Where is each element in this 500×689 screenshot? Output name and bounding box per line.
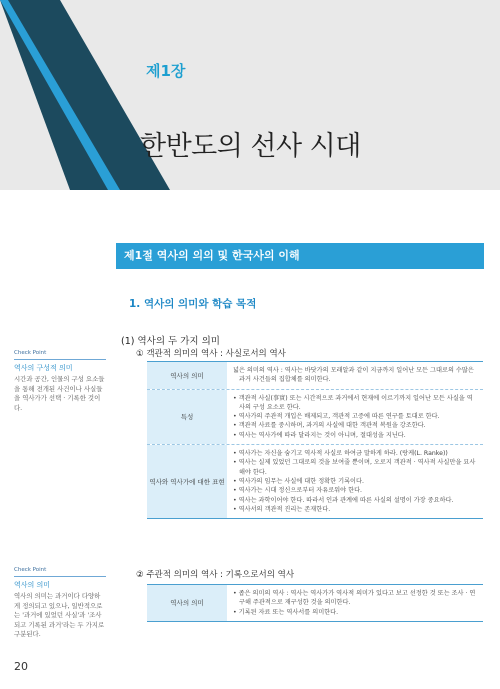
list-item: • 객관적 사실(事實) 또는 시간적으로 과거에서 현재에 이르기까지 일어난 모든 사실을 역사의 구성 요소로 한다. [233, 394, 473, 411]
list-item: 넓은 의미의 역사 : 역사는 바닷가의 모래알과 같이 지금까지 일어난 모든 그대로의 수많은 과거 사건들의 집합체를 의미한다. [233, 367, 474, 384]
table-row [147, 390, 483, 445]
row-label: 특성 [147, 390, 227, 444]
list-item: • 역사가는 시대 정신으로부터 자유로워야 한다. [233, 487, 363, 495]
subjective-table [147, 584, 483, 622]
row-label: 역사와 역사가에 대한 표현 [147, 445, 227, 518]
row-label: 역사의 의미 [147, 585, 227, 621]
section-title: 제1절 역사의 의의 및 한국사의 이해 [116, 243, 484, 269]
list-item: • 기록된 자료 또는 역사서를 의미한다. [233, 608, 339, 616]
list-item: • 역사서의 객관적 진리는 존재한다. [233, 505, 331, 513]
list-item: • 좁은 의미의 역사 : 역사는 역사가가 역사적 의미가 있다고 보고 선정한 것 또는 조사 · 연구해 주관적으로 재구성한 것을 의미한다. [233, 590, 476, 607]
row-label: 역사의 의미 [147, 362, 227, 389]
check-point-box [14, 567, 106, 640]
table-row [147, 445, 483, 518]
chapter-title: 한반도의 선사 시대 [140, 131, 361, 162]
page-number: 20 [14, 660, 28, 673]
chapter-label: 제1장 [146, 62, 186, 80]
check-point-header: Check Point [14, 567, 106, 577]
row-content [227, 362, 483, 389]
row-content [227, 585, 483, 621]
subjective-title: ② 주관적 의미의 역사 : 기록으로서의 역사 [136, 570, 295, 580]
subsection-title: 1. 역사의 의미와 학습 목적 [129, 298, 257, 310]
check-point-header: Check Point [14, 350, 106, 360]
list-item: • 역사는 실제 있었던 그대로의 것을 보여줄 뿐이며, 오로지 객관적 · 역사적 사실만을 묘사해야 한다. [233, 459, 476, 476]
item-title: (1) 역사의 두 가지 의미 [121, 336, 220, 347]
check-point-box [14, 350, 106, 413]
row-content [227, 445, 483, 518]
list-item: • 역사가는 자신을 숨기고 역사적 사실로 하여금 말하게 하라. (랑케(L. Ranke)) [233, 450, 448, 458]
check-point-body: 역사의 의미는 과거이다 다양하게 정의되고 있으나, 일반적으로는 '과거에 있었던 사실'과 '조사되고 기록된 과거'라는 두 가지로 구분된다. [14, 592, 105, 639]
list-item: • 역사가의 임무는 사실에 대한 정확한 기록이다. [233, 477, 364, 485]
check-point-title: 역사의 구성적 의미 [14, 364, 73, 372]
table-row [147, 585, 483, 621]
check-point-title: 역사의 의미 [14, 581, 51, 589]
list-item: • 역사는 과학이어야 한다. 따라서 인과 관계에 따른 사실의 설명이 가장 중요하다. [233, 496, 454, 504]
list-item: • 역사가의 주관적 개입은 배제되고, 객관적 고증에 따른 연구를 토대로 한다. [233, 413, 440, 421]
row-content [227, 390, 483, 444]
objective-table [147, 361, 483, 519]
table-row [147, 362, 483, 390]
list-item: • 역사는 역사가에 따라 달라지는 것이 아니며, 절대성을 지닌다. [233, 431, 406, 439]
objective-title: ① 객관적 의미의 역사 : 사실로서의 역사 [136, 349, 286, 359]
list-item: • 객관적 사료를 중시하며, 과거의 사실에 대한 객관적 복원을 강조한다. [233, 422, 426, 430]
check-point-body: 시간과 공간, 인물의 구성 요소들을 통해 전개된 사건이나 사실들을 역사가가 선택 · 기록한 것이다. [14, 375, 105, 412]
